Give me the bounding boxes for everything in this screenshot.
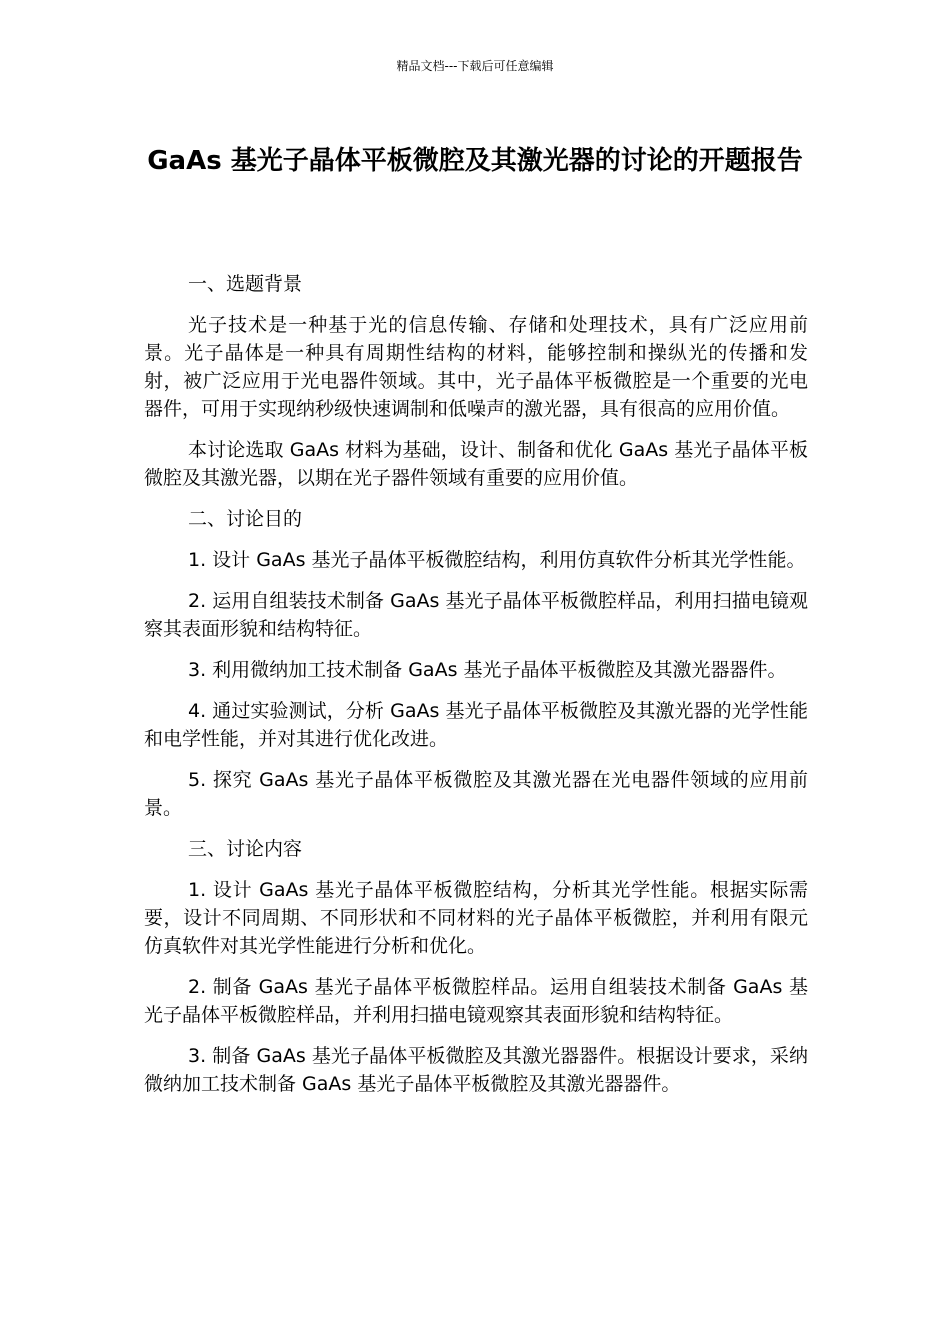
- list-item: 2. 制备 GaAs 基光子晶体平板微腔样品。运用自组装技术制备 GaAs 基光子晶体平板微腔样品，并利用扫描电镜观察其表面形貌和结构特征。: [144, 976, 808, 1026]
- section-heading: 三、讨论内容: [188, 838, 303, 860]
- document-body: [144, 270, 808, 1111]
- list-item: 2. 运用自组装技术制备 GaAs 基光子晶体平板微腔样品，利用扫描电镜观察其表面形貌和结构特征。: [144, 590, 808, 640]
- list-item: 3. 利用微纳加工技术制备 GaAs 基光子晶体平板微腔及其激光器器件。: [188, 659, 787, 681]
- list-item: 5. 探究 GaAs 基光子晶体平板微腔及其激光器在光电器件领域的应用前景。: [144, 769, 808, 819]
- paragraph: 本讨论选取 GaAs 材料为基础，设计、制备和优化 GaAs 基光子晶体平板微腔及其激光器，以期在光子器件领域有重要的应用价值。: [144, 439, 808, 489]
- section-heading: 二、讨论目的: [188, 508, 303, 530]
- section-heading: 一、选题背景: [188, 273, 303, 295]
- paragraph: 光子技术是一种基于光的信息传输、存储和处理技术，具有广泛应用前景。光子晶体是一种具有周期性结构的材料，能够控制和操纵光的传播和发射，被广泛应用于光电器件领域。其中，光子晶体平板微腔是一个重要的光电器件，可用于实现纳秒级快速调制和低噪声的激光器，具有很高的应用价值。: [144, 314, 808, 420]
- section-objectives: [144, 505, 808, 822]
- list-item: 4. 通过实验测试，分析 GaAs 基光子晶体平板微腔及其激光器的光学性能和电学性能，并对其进行优化改进。: [144, 700, 808, 750]
- list-item: 3. 制备 GaAs 基光子晶体平板微腔及其激光器器件。根据设计要求，采纳微纳加工技术制备 GaAs 基光子晶体平板微腔及其激光器器件。: [144, 1045, 808, 1095]
- list-item: 1. 设计 GaAs 基光子晶体平板微腔结构，利用仿真软件分析其光学性能。: [188, 549, 806, 571]
- page-header: 精品文档---下载后可任意编辑: [396, 59, 554, 73]
- section-content: [144, 835, 808, 1098]
- section-background: [144, 270, 808, 492]
- list-item: 1. 设计 GaAs 基光子晶体平板微腔结构，分析其光学性能。根据实际需要，设计不同周期、不同形状和不同材料的光子晶体平板微腔，并利用有限元仿真软件对其光学性能进行分析和优化。: [144, 879, 808, 957]
- document-title: GaAs 基光子晶体平板微腔及其激光器的讨论的开题报告: [147, 146, 803, 176]
